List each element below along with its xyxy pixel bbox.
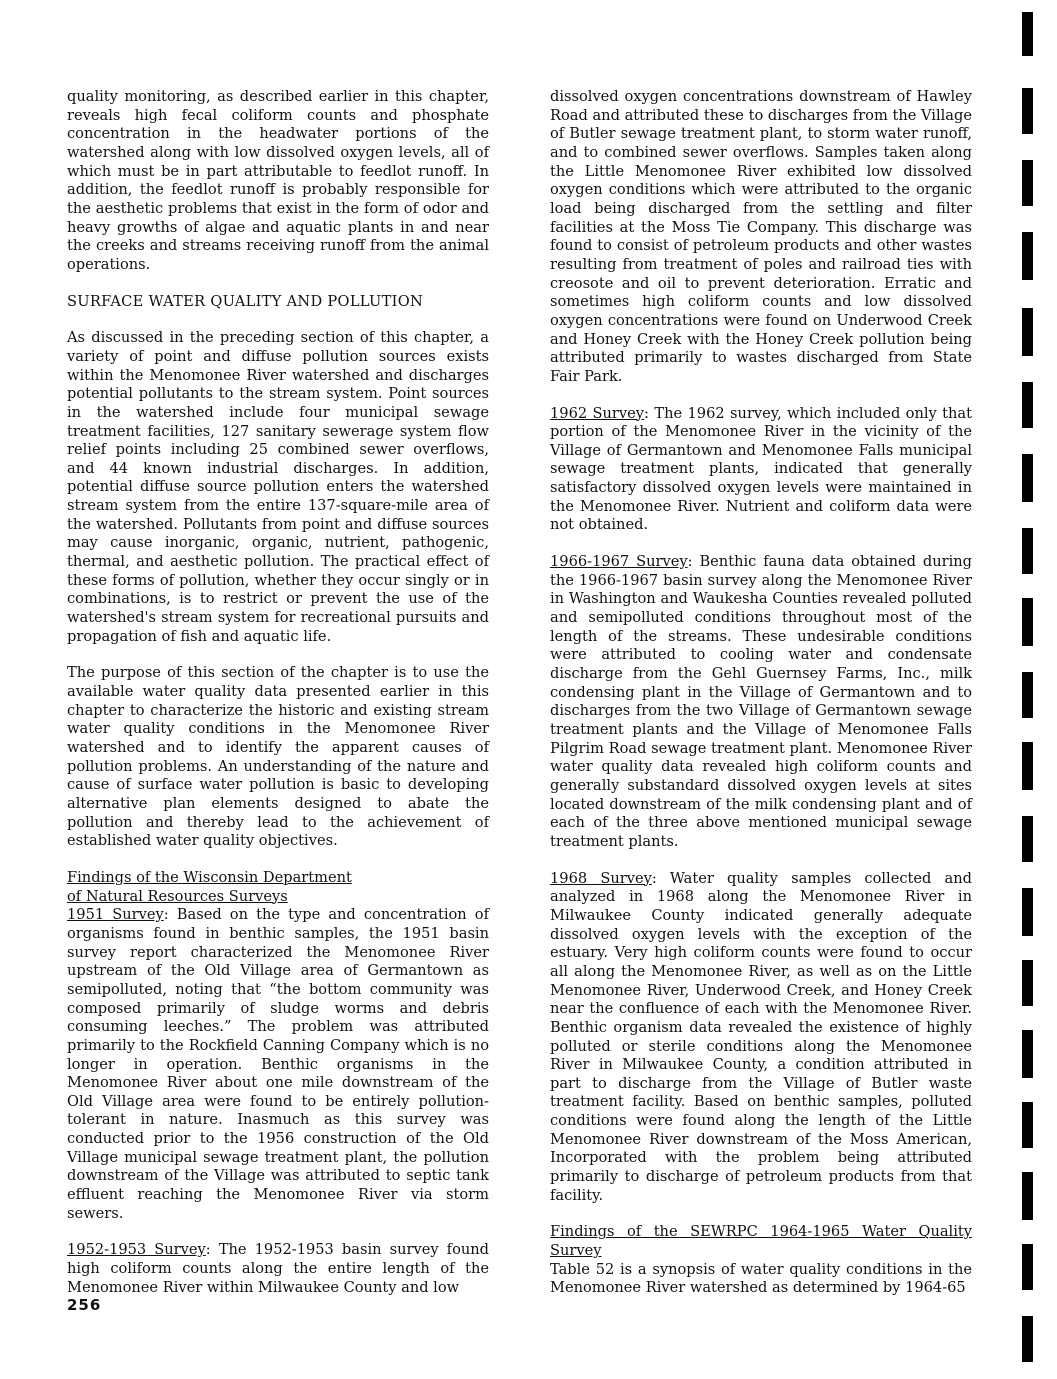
paragraph-1962-survey [550, 405, 972, 536]
subheading-wdnr-surveys [67, 869, 489, 906]
paragraph-section-purpose: The purpose of this section of the chapter is to use the available water quality data presented earlier in this chapter to characterize the historic and existing stream water quality conditions in the Menomonee River watershed and to identify the apparent causes of pollution problems. An understanding of the nature and cause of surface water pollution is basic to developing alternative plan elements designed to abate the pollution and thereby lead to the achievement of established water quality objectives. [67, 664, 489, 850]
edge-mark [1022, 888, 1033, 936]
edge-mark [1022, 672, 1033, 718]
paragraph-1968-survey [550, 870, 972, 1206]
survey-1968-label: 1968 Survey [550, 869, 652, 887]
edge-mark [1022, 1172, 1033, 1220]
survey-1952-label: 1952-1953 Survey [67, 1241, 206, 1259]
edge-mark [1022, 1102, 1033, 1148]
paragraph-pollution-sources: As discussed in the preceding section of this chapter, a variety of point and diffuse pollution sources exists within the Menomonee River watershed and discharges potential pollutants to the stream system. Point sources in the watershed include four municipal sewage treatment facilities, 127 sanitary sewerage system flow relief points including 25 combined sewer overflows, and 44 known industrial discharges. In addition, potential diffuse source pollution enters the watershed stream system from the entire 137-square-mile area of the watershed. Pollutants from point and diffuse sources may cause inorganic, organic, nutrient, pathogenic, thermal, and aesthetic pollution. The practical effect of these forms of pollution, whether they occur singly or in combinations, is to restrict or prevent the use of the watershed's stream system for recreational pursuits and propagation of fish and aquatic life. [67, 329, 489, 645]
survey-1968-text: : Water quality samples collected and analyzed in 1968 along the Menomonee River in Milwaukee County indicated generally adequate dissolved oxygen levels with the exception of the estuary. Very high coliform counts were found to occur all along the Menomonee River, as well as on the Little Menomonee River, Underwood Creek, and Honey Creek near the confluence of each with the Menomonee River. Benthic organism data revealed the existence of highly polluted or sterile conditions along the Menomonee River in Milwaukee County, a condition attributed in part to discharge from the Village of Butler waste treatment facility. Based on benthic samples, polluted conditions were found along the length of the Little Menomonee River downstream of the Moss American, Incorporated with the problem being attributed primarily to discharge of petroleum products from that facility. [550, 869, 972, 1204]
edge-mark [1022, 1030, 1033, 1078]
paragraph-table-52: Table 52 is a synopsis of water quality conditions in the Menomonee River watershed as determined by 1964-65 [550, 1260, 972, 1297]
subheading-wdnr-line2: of Natural Resources Surveys [67, 887, 288, 905]
survey-1951-label: 1951 Survey [67, 906, 164, 924]
survey-1966-label: 1966-1967 Survey [550, 553, 688, 571]
edge-mark [1022, 1244, 1033, 1290]
edge-mark [1022, 454, 1033, 502]
scan-edge-marks [1022, 0, 1038, 1379]
left-column [67, 88, 489, 1315]
edge-mark [1022, 382, 1033, 428]
right-column [550, 88, 972, 1316]
paragraph-1951-survey [67, 906, 489, 1223]
edge-mark [1022, 232, 1033, 280]
section-heading-surface-water: SURFACE WATER QUALITY AND POLLUTION [67, 292, 424, 310]
subheading-sewrpc-text: Findings of the SEWRPC 1964-1965 Water Quality Survey [550, 1223, 972, 1260]
page-number: 256 [67, 1296, 102, 1314]
paragraph-feedlot-runoff: quality monitoring, as described earlier in this chapter, reveals high fecal coliform counts and phosphate concentration in the headwater portions of the watershed along with low dissolved oxygen levels, all of which must be in part attributable to feedlot runoff. In addition, the feedlot runoff is probably responsible for the aesthetic problems that exist in the form of odor and heavy growths of algae and aquatic plants in and near the creeks and streams receiving runoff from the animal operations. [67, 88, 489, 273]
edge-mark [1022, 742, 1033, 790]
edge-mark [1022, 1316, 1033, 1362]
edge-mark [1022, 816, 1033, 862]
survey-1952-text: : The 1952-1953 basin survey found high coliform counts along the entire length of the Menomonee River within Milwaukee County and low [67, 1241, 489, 1296]
edge-mark [1022, 12, 1033, 56]
edge-mark [1022, 308, 1033, 356]
edge-mark [1022, 528, 1033, 574]
paragraph-continued: dissolved oxygen concentrations downstream of Hawley Road and attributed these to discharges from the Village of Butler sewage treatment plant, to storm water runoff, and to combined sewer overflows. Samples taken along the Little Menomonee River exhibited low dissolved oxygen conditions which were attributed to the organic load being discharged from the settling and filter facilities at the Moss Tie Company. This discharge was found to consist of petroleum products and other wastes resulting from treatment of poles and railroad ties with creosote and oil to prevent deterioration. Erratic and sometimes high coliform counts and low dissolved oxygen concentrations were found on Underwood Creek and Honey Creek with the Honey Creek pollution being attributed primarily to wastes discharged from State Fair Park. [550, 88, 972, 385]
survey-1966-text: : Benthic fauna data obtained during the 1966-1967 basin survey along the Menomonee River in Washington and Waukesha Counties revealed polluted and semipolluted conditions throughout most of the length of the streams. These undesirable conditions were attributed to cooling water and condensate discharge from the Gehl Guernsey Farms, Inc., milk condensing plant in the Village of Germantown and to discharges from the two Village of Germantown sewage treatment plants and the Village of Menomonee Falls Pilgrim Road sewage treatment plant. Menomonee River water quality data revealed high coliform counts and generally substandard dissolved oxygen levels at sites located downstream of the milk condensing plant and of each of the three above mentioned municipal sewage treatment plants. [550, 553, 972, 850]
subheading-wdnr-line1: Findings of the Wisconsin Department [67, 868, 352, 886]
survey-1962-label: 1962 Survey [550, 404, 645, 422]
edge-mark [1022, 88, 1033, 134]
paragraph-1952-survey [67, 1241, 489, 1297]
survey-1962-text: : The 1962 survey, which included only that portion of the Menomonee River in the vicinity of the Village of Germantown and Menomonee Falls municipal sewage treatment plants, indicated that generally satisfactory dissolved oxygen levels were maintained in the Menomonee River. Nutrient and coliform data were not obtained. [550, 404, 972, 534]
edge-mark [1022, 160, 1033, 206]
edge-mark [1022, 598, 1033, 646]
subheading-sewrpc-survey [550, 1223, 972, 1260]
survey-1951-text: : Based on the type and concentration of organisms found in benthic samples, the 1951 basin survey report characterized the Menomonee River upstream of the Old Village area of Germantown as semipolluted, noting that “the bottom community was composed primarily of sludge worms and debris consuming leeches.” The problem was attributed primarily to the Rockfield Canning Company which is no longer in operation. Benthic organisms in the Menomonee River about one mile downstream of the Old Village area were found to be entirely pollution-tolerant in nature. Inasmuch as this survey was conducted prior to the 1956 construction of the Old Village municipal sewage treatment plant, the pollution downstream of the Village was attributed to septic tank effluent reaching the Menomonee River via storm sewers. [67, 906, 489, 1222]
paragraph-1966-survey [550, 553, 972, 852]
edge-mark [1022, 960, 1033, 1006]
